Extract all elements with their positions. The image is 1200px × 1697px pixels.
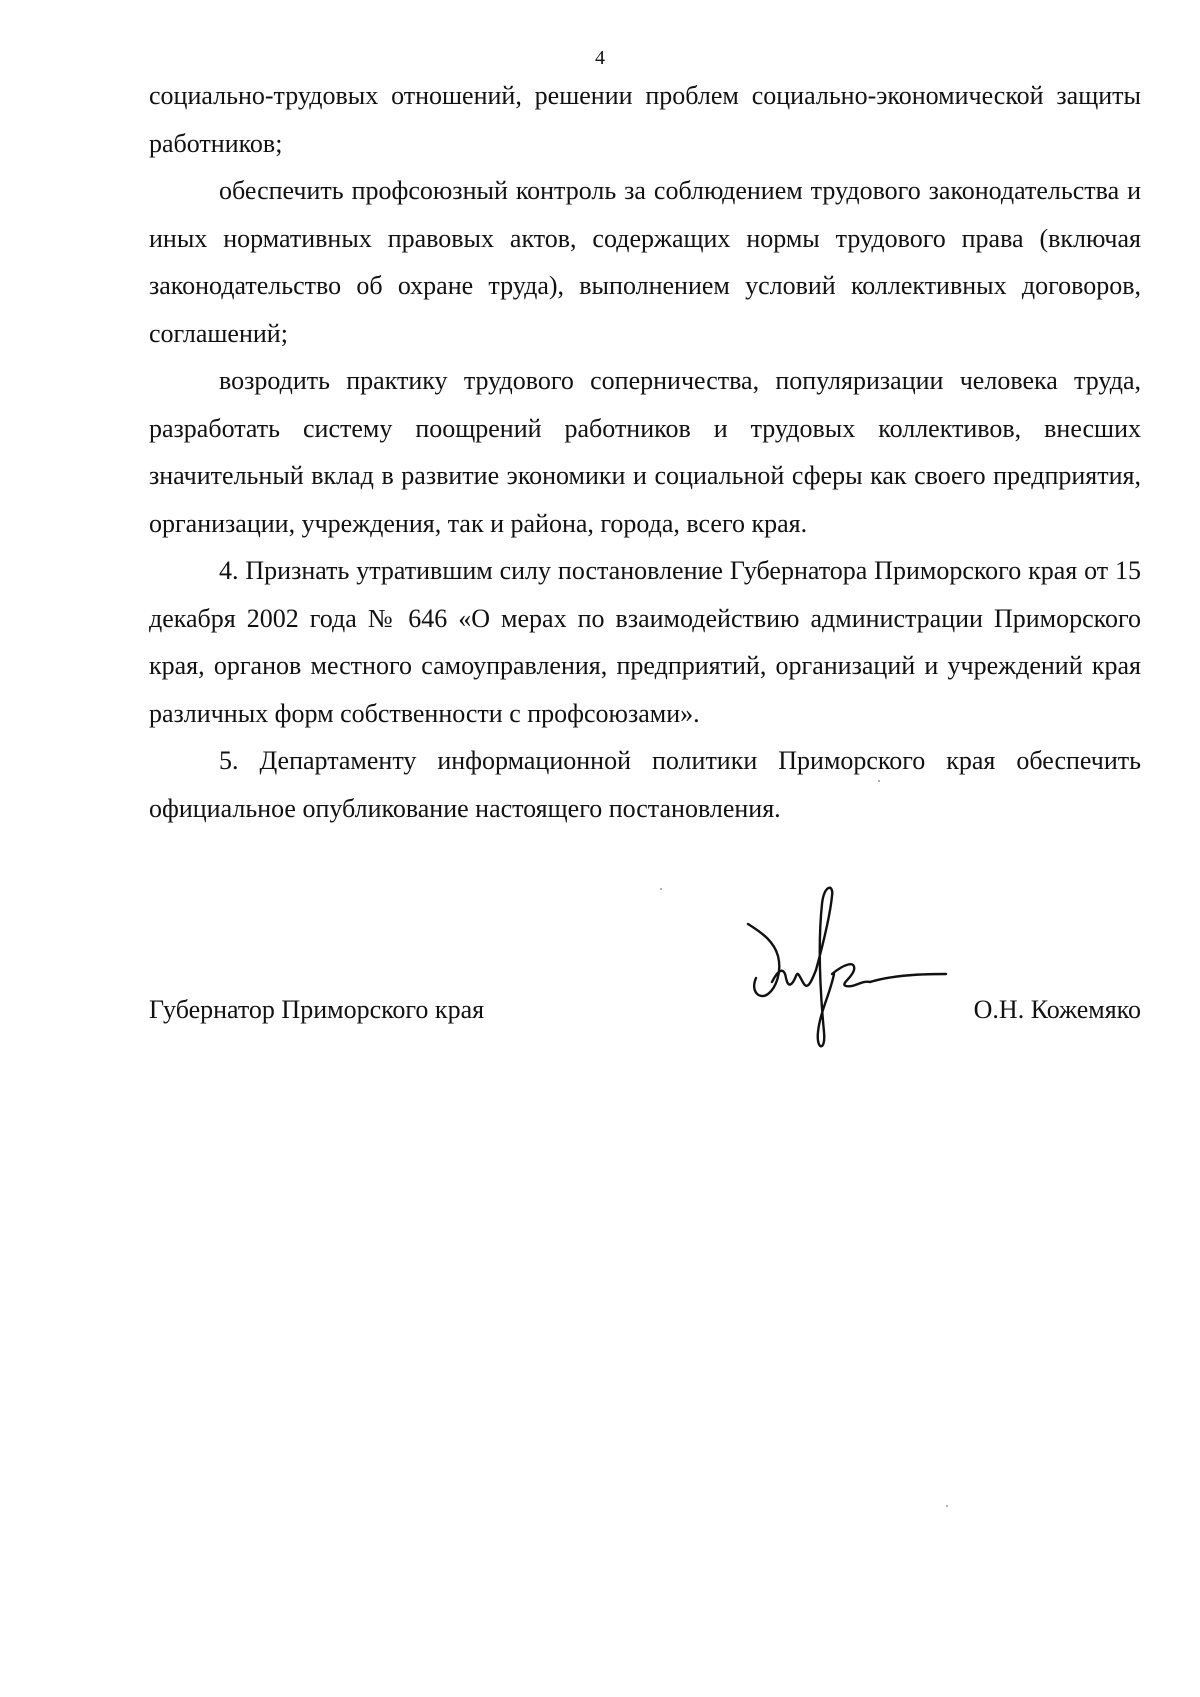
paragraph-item-5: 5. Департаменту информационной политики Приморского края обеспечить официальное опубликование настоящего постановления. (149, 746, 1141, 823)
page-number: 4 (595, 47, 605, 69)
scan-speck (946, 1505, 948, 1507)
scan-speck (878, 780, 880, 782)
paragraph-continuation: социально-трудовых отношений, решении проблем социально-экономической защиты работников; (149, 81, 1141, 158)
paragraph-trade-union-control: обеспечить профсоюзный контроль за соблюдением трудового законодательства и иных нормативных правовых актов, содержащих нормы трудового права (включая законодательство об охране труда), выполнением условий коллективных договоров, соглашений; (149, 176, 1141, 348)
paragraph-labor-competition: возродить практику трудового соперничества, популяризации человека труда, разработать систему поощрений работников и трудовых коллективов, внесших значительный вклад в развитие экономики и социальной сферы как своего предприятия, организации, учреждения, так и района, города, всего края. (149, 366, 1141, 538)
signatory-title: Губернатор Приморского края (149, 995, 485, 1024)
document-body (149, 72, 1141, 832)
handwritten-signature-icon (720, 882, 960, 1062)
paragraph-item-4: 4. Признать утратившим силу постановление Губернатора Приморского края от 15 декабря 2002 года № 646 «О мерах по взаимодействию администрации Приморского края, органов местного самоуправления, предприятий, организаций и учреждений края различных форм собственности с профсоюзами». (149, 556, 1141, 728)
signature-block (149, 990, 1141, 1030)
signatory-name: О.Н. Кожемяко (973, 995, 1141, 1024)
scan-speck (660, 888, 662, 890)
